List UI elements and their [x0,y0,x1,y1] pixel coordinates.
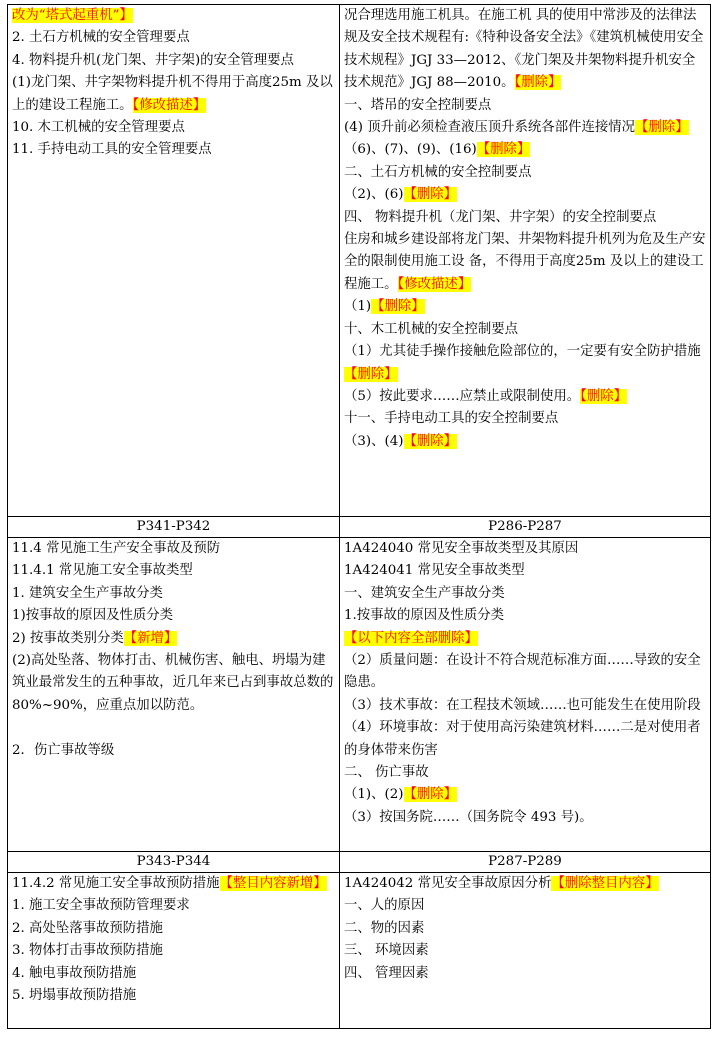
text-line [344,583,706,605]
line-text: 十一、手持电动工具的安全控制要点 [344,411,559,427]
text-line [344,895,706,917]
text-line [12,583,335,605]
line-text: 11.4.2 常见施工安全事故预防措施 [12,876,220,891]
text-line [344,319,706,341]
text-line [12,963,335,985]
line-text: 10. 木工机械的安全管理要点 [12,120,185,136]
text-line [12,560,335,582]
line-text: （2)、(6) [344,187,404,203]
text-line [344,162,706,184]
line-text: 一、人的原因 [344,898,425,914]
text-line [12,918,335,940]
line-text: 1)按事故的原因及性质分类 [12,608,174,624]
line-text: （3）技术事故：在工程技术领域……也可能发生在使用阶段 [344,697,701,713]
content-row-3 [8,873,711,1029]
text-line [12,940,335,962]
comparison-table [7,4,711,1029]
line-text: 二、 伤亡事故 [344,765,429,781]
cell-old-3 [8,873,340,1029]
content-row-1 [8,5,711,517]
line-text: 1. 施工安全事故预防管理要求 [12,898,190,914]
text-line [344,229,706,296]
text-line [12,72,335,117]
line-text: 2) 按事故类别分类 [12,630,124,646]
cell-old-2 [8,538,340,852]
revision-tag: 【修改描述】 [132,97,207,113]
line-text: 四、 管理因素 [344,965,429,981]
text-line [12,628,335,650]
text-line [344,695,706,717]
cell-new-1 [340,5,711,517]
line-text: (1)龙门架、井字架物料提升机不得用于高度25m 及以上的建设工程施工。 [12,75,333,113]
text-line [344,807,706,829]
line-text: 况合理选用施工机具。在施工机 具的使用中常涉及的法律法规及安全技术规程有:《特种设备安全法》《建筑机械使用安全 技术规程》JGJ 33—2012、《龙门架及井架物料提升机安全技术规范》JGJ 88—2010。 [344,8,704,91]
revision-tag: 【删除整目内容】 [551,876,659,891]
line-text: 二、土石方机械的安全控制要点 [344,164,532,180]
page-range-new-2: P287-P289 [340,852,711,873]
line-text: 4. 触电事故预防措施 [12,965,137,981]
page-range-old-2: P343-P344 [8,852,340,873]
text-line [344,784,706,806]
content-row-2 [8,538,711,852]
text-line [344,386,706,408]
text-line [344,207,706,229]
line-text: 1. 建筑安全生产事故分类 [12,585,163,601]
line-text: （2）质量问题：在设计不符合规范标准方面……导致的安全隐患。 [344,653,701,691]
text-line [12,139,335,161]
page-range-new-1: P286-P287 [340,517,711,538]
text-line [12,895,335,917]
revision-tag: 【删除】 [371,299,425,315]
revision-tag: 【删除】 [580,388,628,404]
line-text: 11.4.1 常见施工安全事故类型 [12,563,193,579]
blank-line [12,717,335,739]
line-text: 1A424040 常见安全事故类型及其原因 [344,541,579,556]
line-text: 2．伤亡事故等级 [12,742,115,758]
line-text: 11.4 常见施工生产安全事故及预防 [12,541,221,556]
text-line [344,940,706,962]
revision-tag: 【修改描述】 [397,276,472,292]
text-line [344,963,706,985]
text-line [344,296,706,318]
text-line [344,918,706,940]
revision-tag: 【删除】 [514,75,562,91]
line-text: 1A424041 常见安全事故类型 [344,563,525,579]
line-text: 2. 土石方机械的安全管理要点 [12,30,190,46]
revision-tag: 【新增】 [123,630,178,646]
text-line [12,50,335,72]
text-line [12,538,335,560]
line-text: （1）尤其徒手操作接触危险部位的，一定要有安全防护措施 [344,344,701,360]
line-text: 1.按事故的原因及性质分类 [344,608,505,624]
text-line [12,985,335,1007]
line-text: （1)、(2) [344,787,404,803]
text-line [344,341,706,386]
cell-old-1 [8,5,340,517]
revision-tag: 【删除】 [403,187,458,203]
line-text: 一、塔吊的安全控制要点 [344,97,492,113]
line-text: 2. 高处坠落事故预防措施 [12,920,163,936]
line-text: （3)、(4) [344,433,404,449]
line-text: （5）按此要求……应禁止或限制使用。 [344,388,581,404]
line-text: (2)高处坠落、物体打击、机械伤害、触电、坍塌为建筑业最常发生的五种事故，近几年来已占到事故总数的 80%~90%，应重点加以防范。 [12,653,334,713]
line-text: （1) [344,299,372,315]
text-line [344,628,706,650]
text-line [12,873,335,895]
text-line [344,873,706,895]
text-line [344,538,706,560]
text-line [344,139,706,161]
text-line [12,650,335,717]
cell-new-2 [340,538,711,852]
line-text: 三、 环境因素 [344,943,429,959]
text-line [12,27,335,49]
text-line [344,117,706,139]
line-text: （3）按国务院……（国务院令 493 号)。 [344,809,593,825]
text-line [344,605,706,627]
text-line [344,431,706,453]
page-row-1 [8,517,711,538]
text-line [344,762,706,784]
text-line [12,117,335,139]
revision-tag: 【删除】 [635,120,689,136]
text-line [344,5,706,95]
text-line [344,95,706,117]
revision-tag: 【删除】 [403,433,458,449]
text-line [344,184,706,206]
page-row-2 [8,852,711,873]
line-text: （6)、(7)、(9)、(16) [344,142,477,158]
line-text: （4）环境事故：对于使用高污染建筑材料……二是对使用者的身体带来伤害 [344,720,701,758]
line-text: 1A424042 常见安全事故原因分析 [344,876,552,891]
line-text: 住房和城乡建设部将龙门架、井架物料提升机列为危及生产安全的限制使用施工设 备，不得用于高度25m 及以上的建设工程施工。 [344,232,706,292]
page-range-old-1: P341-P342 [8,517,340,538]
cell-new-3 [340,873,711,1029]
revision-tag: 【以下内容全部删除】 [344,630,478,646]
text-line [12,605,335,627]
text-line [344,717,706,762]
text-line [344,650,706,695]
text-line [12,5,335,27]
line-text: 5. 坍塌事故预防措施 [12,988,137,1004]
line-text: 一、建筑安全生产事故分类 [344,585,505,601]
revision-tag: 【删除】 [476,142,531,158]
line-text: 四、 物料提升机（龙门架、井字架）的安全控制要点 [344,209,657,225]
line-text: 二、物的因素 [344,920,425,936]
line-text: 十、木工机械的安全控制要点 [344,321,519,337]
text-line [12,740,335,762]
revision-tag: 【删除】 [403,787,458,803]
revision-tag: 改为“塔式起重机”】 [12,8,133,23]
revision-tag: 【删除】 [344,366,398,382]
revision-tag: 【整目内容新增】 [219,876,327,891]
line-text: (4) 顶升前必须检查液压顶升系统各部件连接情况 [344,120,636,136]
text-line [344,408,706,430]
text-line [344,560,706,582]
line-text: 4. 物料提升机(龙门架、井字架)的安全管理要点 [12,52,294,68]
line-text: 11. 手持电动工具的安全管理要点 [12,142,212,158]
line-text: 3. 物体打击事故预防措施 [12,943,163,959]
